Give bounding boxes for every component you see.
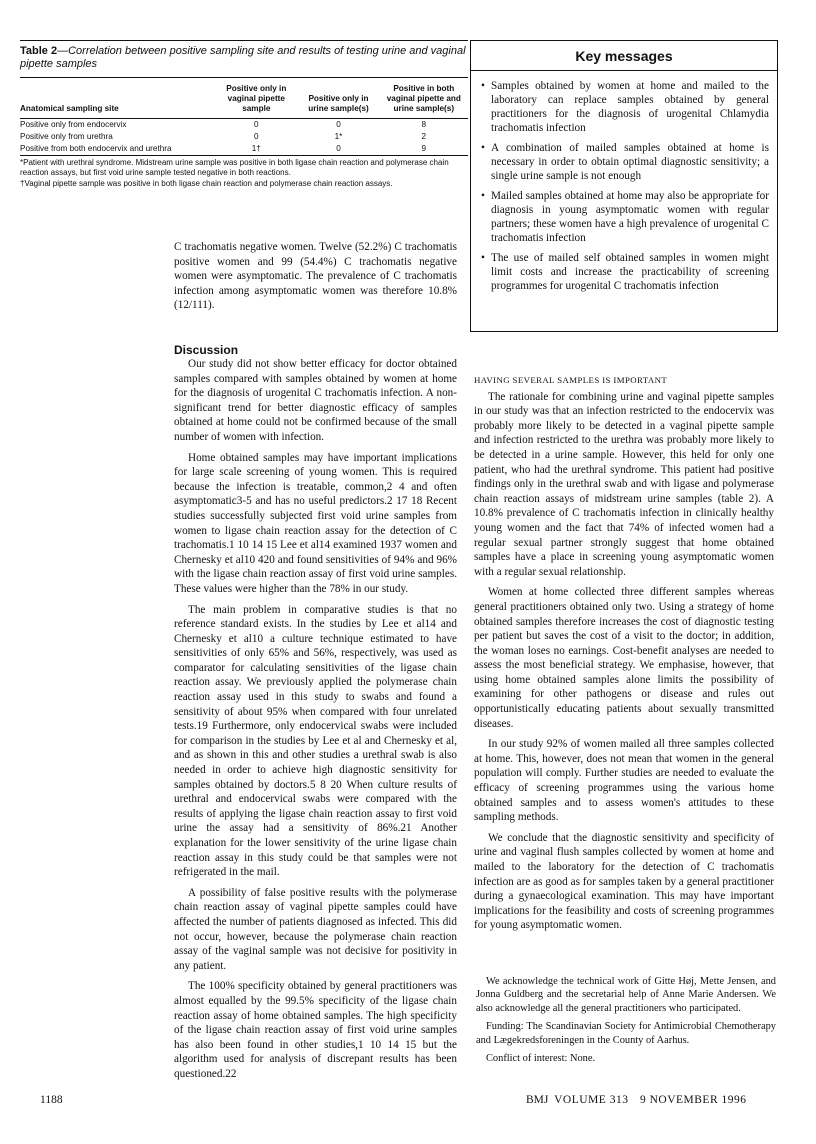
acknowledgements: [476, 975, 776, 1070]
paragraph: The main problem in comparative studies is that no reference standard exists. In the studies by Lee et al14 and Chernesky et al10 a culture technique estimated to have sensitivities of only 65% and 56%, respectively, was used as comparator for calculating sensitivities of the ligase chain reaction assay. We previously applied the polymerase chain reaction assay used in this study to swabs and found a sensitivity of about 95% when compared with four unrelated tests.19 Furthermore, only endocervical swabs were included for comparison in the studies by Lee et al and Chernesky et al, and as shown in this and other studies a urethral swab is also needed in order to achieve high diagnostic sensitivity for samples obtained by doctors.5 8 20 When culture results of urethral and endocervical swabs were compared with the results of applying the ligase chain reaction assay to first void urine the assay had a sensitivity of 86%.21 Another explanation for the lower sensitivity of the urine ligase chain reaction assay in this study could be that samples were not refrigerated in the mail.: [174, 603, 457, 879]
table-footnote: †Vaginal pipette sample was positive in both ligase chain reaction and polymerase chain reaction assays.: [20, 178, 393, 188]
conflict-text: Conflict of interest: None.: [486, 1053, 596, 1065]
column-header: Positive only in urine sample(s): [308, 94, 369, 113]
table-cell: Positive only from endocervix: [20, 120, 127, 129]
table-cell: Positive from both endocervix and urethra: [20, 144, 172, 153]
table-cell: 1*: [334, 132, 343, 141]
paragraph: The 100% specificity obtained by general practitioners was almost equalled by the 99.5% specificity of the ligase chain reaction assay of home obtained samples. The high specificity of the ligase chain reaction assay of first void urine samples has also been found in other studies,1 10 14 15 but the algorithm used for analysis of discrepant results has been questioned.22: [174, 980, 457, 1080]
left-column-top: [174, 240, 457, 319]
paragraph: Home obtained samples may have important implications for large scale screening of young women. This is required because the infection is treatable, common,2 4 and often asymptomatic3-5 and has no useful predictors.2 17 18 Recent studies successfully subjected first void urine samples from women to ligase chain reaction assay for the detection of C trachomatis.1 10 14 15 Lee et al14 examined 1937 women and Chernesky et al10 420 and found sensitivities of 94% and 96% with the ligase chain reaction assay of first void urine samples. These values were higher than the 78% in our study.: [174, 451, 457, 595]
key-messages-box: [470, 40, 778, 332]
table-footnote: *Patient with urethral syndrome. Midstream urine sample was positive in both ligase chain reaction and polymerase chain reaction assays, but first void urine sample tested negative in both reactions.: [20, 158, 449, 178]
section-subheading: HAVING SEVERAL SAMPLES IS IMPORTANT: [474, 375, 668, 385]
column-header: Positive only in vaginal pipette sample: [226, 84, 287, 113]
table-2: [20, 40, 468, 189]
table-row: [20, 143, 468, 156]
table-cell: 0: [336, 144, 341, 153]
table-cell: 0: [254, 120, 259, 129]
funding-text: Funding: The Scandinavian Society for Antimicrobial Chemotherapy and Lægekredsforeningen in the County of Aarhus.: [476, 1021, 776, 1046]
key-messages-title: Key messages: [471, 41, 777, 71]
right-column: [474, 373, 774, 939]
discussion-heading: Discussion: [174, 343, 239, 357]
table-cell: 8: [421, 120, 427, 129]
table-footnotes: [20, 158, 468, 189]
page-number: 1188: [40, 1094, 63, 1106]
paragraph: A possibility of false positive results with the polymerase chain reaction assay of vaginal pipette samples could have affected the number of patients diagnosed as infected. This did not occur, however, because the polymerase chain reaction assay of the vaginal sample was not decisive for positivity in any patient.: [174, 886, 457, 972]
paragraph: The rationale for combining urine and vaginal pipette samples in our study was that an infection restricted to the endocervix was probably more likely to be detected in a vaginal pipette sample and infection restricted to the urethra was probably more likely to be detected in a urine sample. However, this held for only one patient, who had the urethral syndrome. This patient had positive findings only in the urethral swab and with ligase and polymerase chain reaction assays of midstream urine samples (table 2). A 10.8% prevalence of C trachomatis infection in clinically healthy young women and the fact that 74% of infected women had a regular sexual partner strongly suggest that home obtained samples have a place in screening young asymptomatic women with a regular sexual relationship.: [474, 390, 774, 578]
table-caption-text: —Correlation between positive sampling site and results of testing urine and vaginal pipette samples: [20, 45, 466, 70]
journal-volume: VOLUME 313: [554, 1094, 629, 1106]
paragraph: Women at home collected three different samples whereas general practitioners obtained only two. Using a strategy of home obtained samples therefore increases the cost of diagnostic testing per patient but saves the cost of a visit to the doctor; in addition, the woman loses no earnings. Cost-benefit analyses are needed to assess the most beneficial strategy. We emphasise, however, that using home obtained samples alone limits the possibility of examining for other pathogens or disease and rules out opportunistically educating patients about sexually transmitted diseases.: [474, 586, 774, 730]
key-message-item: • A combination of mailed samples obtained at home is necessary in order to obtain optimal diagnostic sensitivity; a single urine sample is not enough: [481, 141, 769, 183]
table-caption-label: Table 2: [20, 45, 58, 57]
column-header: Anatomical sampling site: [20, 104, 119, 113]
table-row: [20, 131, 468, 143]
journal-name: BMJ: [526, 1094, 549, 1106]
journal-footer: [526, 1094, 746, 1106]
left-column: [174, 357, 457, 1088]
acknowledgement-text: We acknowledge the technical work of Gitte Høj, Mette Jensen, and Jonna Guldberg and the secretarial help of Anne Marie Andersen. We also acknowledge all the general practitioners who participated.: [476, 976, 776, 1014]
paragraph: We conclude that the diagnostic sensitivity and specificity of urine and vaginal flush samples collected by women at home and mailed to the laboratory for the detection of C trachomatis infection are as good as for samples taken by a general practitioner during a gynaecological examination. This may have important implications for the feasibility and costs of screening programmes for young asymptomatic women.: [474, 831, 774, 932]
table-caption: [20, 45, 468, 71]
paragraph: In our study 92% of women mailed all three samples collected at home. This, however, does not mean that women in the general population will comply. Further studies are needed to evaluate the efficacy of screening programmes using the various home obtained samples and to assess women's attitudes to these sampling methods.: [474, 738, 774, 824]
table-cell: 1†: [251, 144, 261, 153]
paragraph: Our study did not show better efficacy for doctor obtained samples compared with samples obtained by women at home for the diagnosis of urogenital C trachomatis infection. A non-significant trend for better diagnostic efficacy of samples obtained at home could not be confirmed because of the small number of women with infection.: [174, 358, 457, 443]
table-cell: Positive only from urethra: [20, 132, 113, 141]
table-cell: 9: [421, 144, 427, 153]
table-row: [20, 119, 468, 132]
column-header: Positive in both vaginal pipette and urine sample(s): [386, 84, 461, 113]
key-message-item: • Samples obtained by women at home and mailed to the laboratory can replace samples obtained by general practitioners for the diagnosis of urogenital Chlamydia trachomatis infection: [481, 79, 769, 135]
data-table: [20, 78, 468, 156]
table-cell: 0: [336, 120, 341, 129]
paragraph: C trachomatis negative women. Twelve (52.2%) C trachomatis positive women and 99 (54.4%) C trachomatis negative women were asymptomatic. The prevalence of C trachomatis infection among asymptomatic women was therefore 10.8% (12/111).: [174, 241, 457, 312]
key-message-item: • Mailed samples obtained at home may also be appropriate for diagnosis in young asymptomatic women with regular partners; these women have a high prevalence of urogenital C trachomatis infection: [481, 189, 769, 245]
key-message-item: • The use of mailed self obtained samples in women might limit costs and increase the practicability of screening programmes for urogenital C trachomatis infection: [481, 251, 769, 293]
table-header-row: [20, 78, 468, 119]
journal-date: 9 NOVEMBER 1996: [639, 1094, 747, 1106]
table-cell: 0: [254, 132, 259, 141]
key-messages-list: [471, 71, 777, 293]
table-cell: 2: [421, 132, 427, 141]
